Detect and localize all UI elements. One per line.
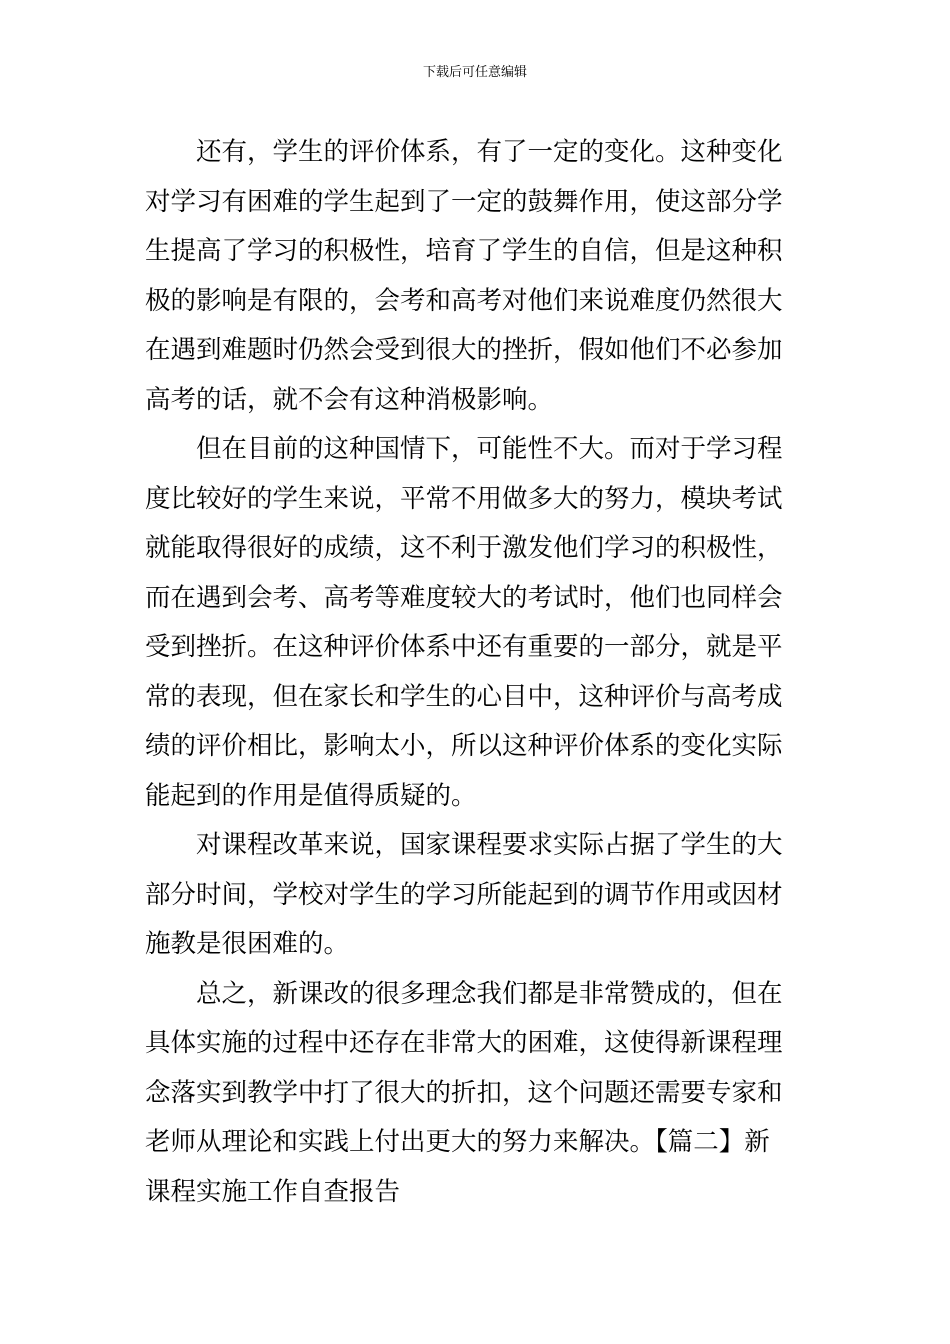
paragraph-line: 对课程改革来说，国家课程要求实际占据了学生的大: [196, 830, 783, 860]
paragraph-line: 极的影响是有限的，会考和高考对他们来说难度仍然很大: [145, 285, 783, 316]
paragraph-line: 还有，学生的评价体系，有了一定的变化。这种变化: [196, 137, 783, 167]
paragraph-line: 就能取得很好的成绩，这不利于激发他们学习的积极性，: [145, 533, 783, 563]
paragraph-line: 受到挫折。在这种评价体系中还有重要的一部分，就是平: [145, 632, 783, 662]
paragraph-line: 总之，新课改的很多理念我们都是非常赞成的，但在: [196, 978, 783, 1009]
paragraph-line: 念落实到教学中打了很大的折扣，这个问题还需要专家和: [145, 1077, 783, 1108]
paragraph-line: 在遇到难题时仍然会受到很大的挫折，假如他们不必参加: [145, 335, 783, 365]
paragraph-line: 部分时间，学校对学生的学习所能起到的调节作用或因材: [145, 879, 783, 910]
paragraph-line: 高考的话，就不会有这种消极影响。: [145, 384, 554, 415]
paragraph-line: 老师从理论和实践上付出更大的努力来解决。【篇二】新: [145, 1127, 770, 1157]
paragraph-line: 绩的评价相比，影响太小，所以这种评价体系的变化实际: [145, 731, 783, 761]
paragraph-line: 具体实施的过程中还存在非常大的困难，这使得新课程理: [145, 1028, 783, 1058]
paragraph-line: 能起到的作用是值得质疑的。: [145, 780, 477, 811]
document-body: [145, 128, 807, 1217]
paragraph-line: 常的表现，但在家长和学生的心目中，这种评价与高考成: [145, 681, 783, 712]
paragraph-line: 施教是很困难的。: [145, 929, 350, 959]
paragraph-line: 对学习有困难的学生起到了一定的鼓舞作用，使这部分学: [145, 186, 783, 217]
paragraph-line: 但在目前的这种国情下，可能性不大。而对于学习程: [196, 434, 783, 464]
page-header: 下载后可任意编辑: [422, 65, 527, 80]
paragraph-line: 生提高了学习的积极性，培育了学生的自信，但是这种积: [145, 236, 783, 266]
paragraph-line: 度比较好的学生来说，平常不用做多大的努力，模块考试: [145, 483, 783, 514]
paragraph-line: 课程实施工作自查报告: [145, 1176, 401, 1207]
paragraph-line: 而在遇到会考、高考等难度较大的考试时，他们也同样会: [145, 582, 783, 613]
